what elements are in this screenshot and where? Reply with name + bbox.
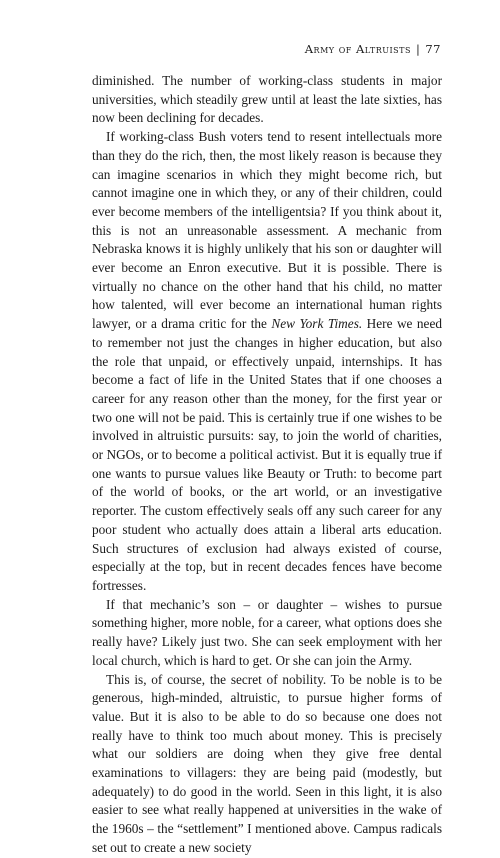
- paragraph-3: [92, 596, 442, 671]
- paragraph-3-text: If that mechanic’s son – or daughter – wishes to pursue something higher, more noble, for a career, what options does she really have? Likely just two. She can seek employment with her local church, which is hard to get. Or she can join the Army.: [92, 596, 442, 668]
- body-text: [92, 72, 442, 858]
- header-separator: |: [415, 42, 421, 56]
- paragraph-2-text: If working-class Bush voters tend to resent intellectuals more than they do the rich, then, the most likely reason is because they can imagine scenarios in which they might become rich, but cannot imagine one in which they, or any of their children, could ever become members of the intelligentsia? If you think about it, this is not an unreasonable assessment. A mechanic from Nebraska knows it is highly unlikely that his son or daughter will ever become an Enron executive. But it is possible. There is virtually no chance on the other hand that his child, no matter how talented, will ever become an international human rights lawyer, or a drama critic for the: [92, 129, 442, 332]
- paragraph-4: [92, 671, 442, 858]
- paragraph-2-text-continued: Here we need to remember not just the changes in higher education, but also the role that unpaid, or effectively unpaid, internships. It has become a fact of life in the United States that if one chooses a career for any reason other than the money, for the first year or two one will not be paid. This is certainly true if one wishes to be involved in altruistic pursuits: say, to join the world of charities, or NGOs, or to become a political activist. But it is equally true if one wants to pursue values like Beauty or Truth: to become part of the world of books, or the art world, or an investigative reporter. The custom effectively seals off any such career for any poor student who actually does attain a liberal arts education. Such structures of exclusion had always existed of course, especially at the top, but in recent decades fences have become fortresses.: [92, 316, 442, 593]
- newspaper-title: New York Times.: [271, 316, 363, 332]
- paragraph-2: [92, 128, 442, 596]
- running-head: [305, 42, 441, 56]
- paragraph-4-text: This is, of course, the secret of nobility. To be noble is to be generous, high-minded, altruistic, to pursue higher forms of value. But it is also to be able to do so because one does not really have to think too much about money. This is precisely what our soldiers are doing when they give free dental examinations to villagers: they are being paid (modestly, but adequately) to do good in the world. Seen in this light, it is also easier to see what really happened at universities in the wake of the 1960s – the “settlement” I mentioned above. Campus radicals set out to create a new society: [92, 671, 442, 855]
- page-number: 77: [425, 42, 441, 56]
- paragraph-1-text: diminished. The number of working-class students in major universities, which steadily grew until at least the late sixties, has now been declining for decades.: [92, 73, 442, 126]
- running-title: Army of Altruists: [304, 42, 411, 56]
- paragraph-1: [92, 72, 442, 128]
